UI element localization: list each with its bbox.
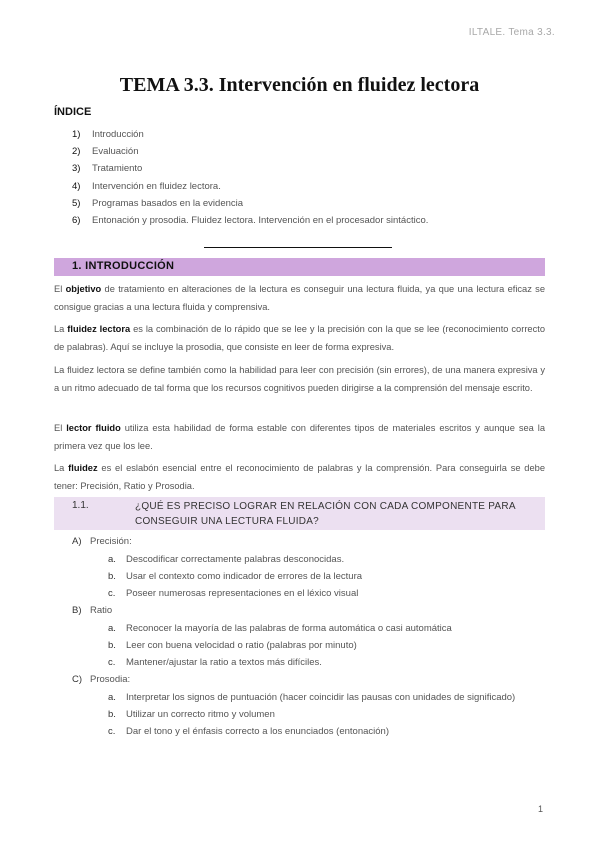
component-label: Prosodia: — [90, 674, 131, 685]
paragraph-text: de tratamiento en alteraciones de la lectura es conseguir una lectura fluida, ya que una lectura eficaz se consigue gracias a una lectura fluida y comprensiva. — [54, 284, 545, 312]
index-item-text: Tratamiento — [92, 163, 143, 175]
list-item — [108, 623, 452, 634]
paragraph-fluidez — [54, 459, 545, 495]
subsection-title: ¿QUÉ ES PRECISO LOGRAR EN RELACIÓN CON CADA COMPONENTE PARA CONSEGUIR UNA LECTURA FLUIDA? — [135, 501, 516, 527]
paragraph-fluidez-lectora — [54, 320, 545, 356]
index-item-text: Evaluación — [92, 146, 139, 158]
index-item-number: 5) — [72, 197, 81, 209]
list-item-text: Mantener/ajustar la ratio a textos más difíciles. — [126, 657, 322, 668]
list-item-text: Leer con buena velocidad o ratio (palabras por minuto) — [126, 640, 357, 651]
index-item-text: Programas basados en la evidencia — [92, 197, 244, 209]
list-item — [108, 726, 389, 737]
index-item — [72, 212, 428, 229]
index-item — [72, 126, 428, 143]
paragraph-objetivo — [54, 280, 545, 316]
index-item-text: Intervención en fluidez lectora. — [92, 180, 221, 192]
paragraph-text: es el eslabón esencial entre el reconocimiento de palabras y la comprensión. Para conseguirla se debe tener: Precisión, Ratio y Prosodia. — [54, 463, 545, 491]
list-item — [108, 640, 357, 651]
index-item-number: 2) — [72, 146, 81, 158]
paragraph-text: es la combinación de lo rápido que se lee y la precisión con la que se lee (reconocimiento correcto de palabras). Aquí se incluye la prosodia, que consiste en leer de forma expresiva. — [54, 324, 545, 352]
component-marker: A) — [72, 536, 82, 547]
bold-term: objetivo — [65, 284, 102, 294]
component-label: Ratio — [90, 605, 113, 616]
index-item-number: 1) — [72, 129, 81, 140]
bold-term: fluidez — [68, 463, 98, 473]
list-item — [108, 571, 362, 582]
component-label: Precisión: — [90, 536, 132, 547]
list-marker: a. — [108, 692, 116, 703]
page-number: 1 — [537, 804, 543, 814]
list-item — [108, 692, 515, 703]
document-title: TEMA 3.3. Intervención en fluidez lectora — [119, 74, 480, 96]
list-item — [108, 588, 358, 599]
index-item-number: 6) — [72, 214, 81, 226]
subsection-number: 1.1. — [72, 500, 89, 511]
paragraph-text: La — [54, 324, 68, 334]
list-item — [108, 657, 322, 668]
list-item-text: Descodificar correctamente palabras desconocidas. — [126, 554, 345, 565]
index-item — [72, 143, 428, 160]
bold-term: lector fluido — [66, 423, 121, 433]
list-marker: c. — [108, 726, 116, 737]
section-heading-bar — [54, 258, 545, 276]
separator-rule — [204, 247, 392, 248]
list-marker: c. — [108, 657, 116, 668]
section-heading: 1. INTRODUCCIÓN — [72, 260, 175, 272]
list-marker: b. — [108, 640, 116, 651]
component-item — [72, 605, 112, 616]
index-heading: ÍNDICE — [54, 106, 92, 118]
list-marker: c. — [108, 588, 116, 599]
list-item-text: Interpretar los signos de puntuación (hacer coincidir las pausas con unidades de significado) — [126, 692, 516, 703]
list-item-text: Reconocer la mayoría de las palabras de forma automática o casi automática — [126, 623, 452, 634]
paragraph-text: La — [54, 463, 69, 473]
component-item — [72, 536, 132, 547]
paragraph-text: El — [54, 284, 66, 294]
component-item — [72, 674, 130, 685]
paragraph-lector-fluido — [54, 419, 545, 455]
paragraph-text: El — [54, 423, 67, 433]
list-marker: b. — [108, 709, 116, 720]
paragraph-text: utiliza esta habilidad de forma estable con diferentes tipos de materiales escritos y aunque sea la primera vez que los lee. — [54, 423, 545, 451]
index-item — [72, 178, 428, 195]
index-list — [72, 126, 428, 229]
list-item-text: Utilizar un correcto ritmo y volumen — [126, 709, 275, 720]
paragraph-definicion — [54, 361, 545, 397]
list-item-text: Poseer numerosas representaciones en el léxico visual — [126, 588, 359, 599]
list-marker: a. — [108, 623, 116, 634]
index-item-number: 4) — [72, 180, 81, 192]
list-item-text: Usar el contexto como indicador de errores de la lectura — [126, 571, 363, 582]
bold-term: fluidez lectora — [67, 324, 131, 334]
component-marker: C) — [72, 674, 83, 685]
list-marker: a. — [108, 554, 116, 565]
list-item-text: Dar el tono y el énfasis correcto a los enunciados (entonación) — [126, 726, 389, 737]
index-item-number: 3) — [72, 163, 81, 175]
paragraph-text: La fluidez lectora se define también como la habilidad para leer con precisión (sin errores), de una manera expresiva y a un ritmo adecuado de tal forma que los recursos cognitivos pueden dirigirse a la comprensión del mensaje escrito. — [54, 365, 545, 393]
component-marker: B) — [72, 605, 82, 616]
index-item — [72, 160, 428, 177]
list-item — [108, 554, 344, 565]
list-item — [108, 709, 275, 720]
index-item — [72, 195, 428, 212]
list-marker: b. — [108, 571, 116, 582]
running-header: ILTALE. Tema 3.3. — [468, 27, 555, 38]
index-item-text: Introducción — [92, 129, 144, 140]
index-item-text: Entonación y prosodia. Fluidez lectora. Intervención en el procesador sintáctico. — [92, 214, 429, 226]
subsection-heading-bar — [54, 497, 545, 530]
